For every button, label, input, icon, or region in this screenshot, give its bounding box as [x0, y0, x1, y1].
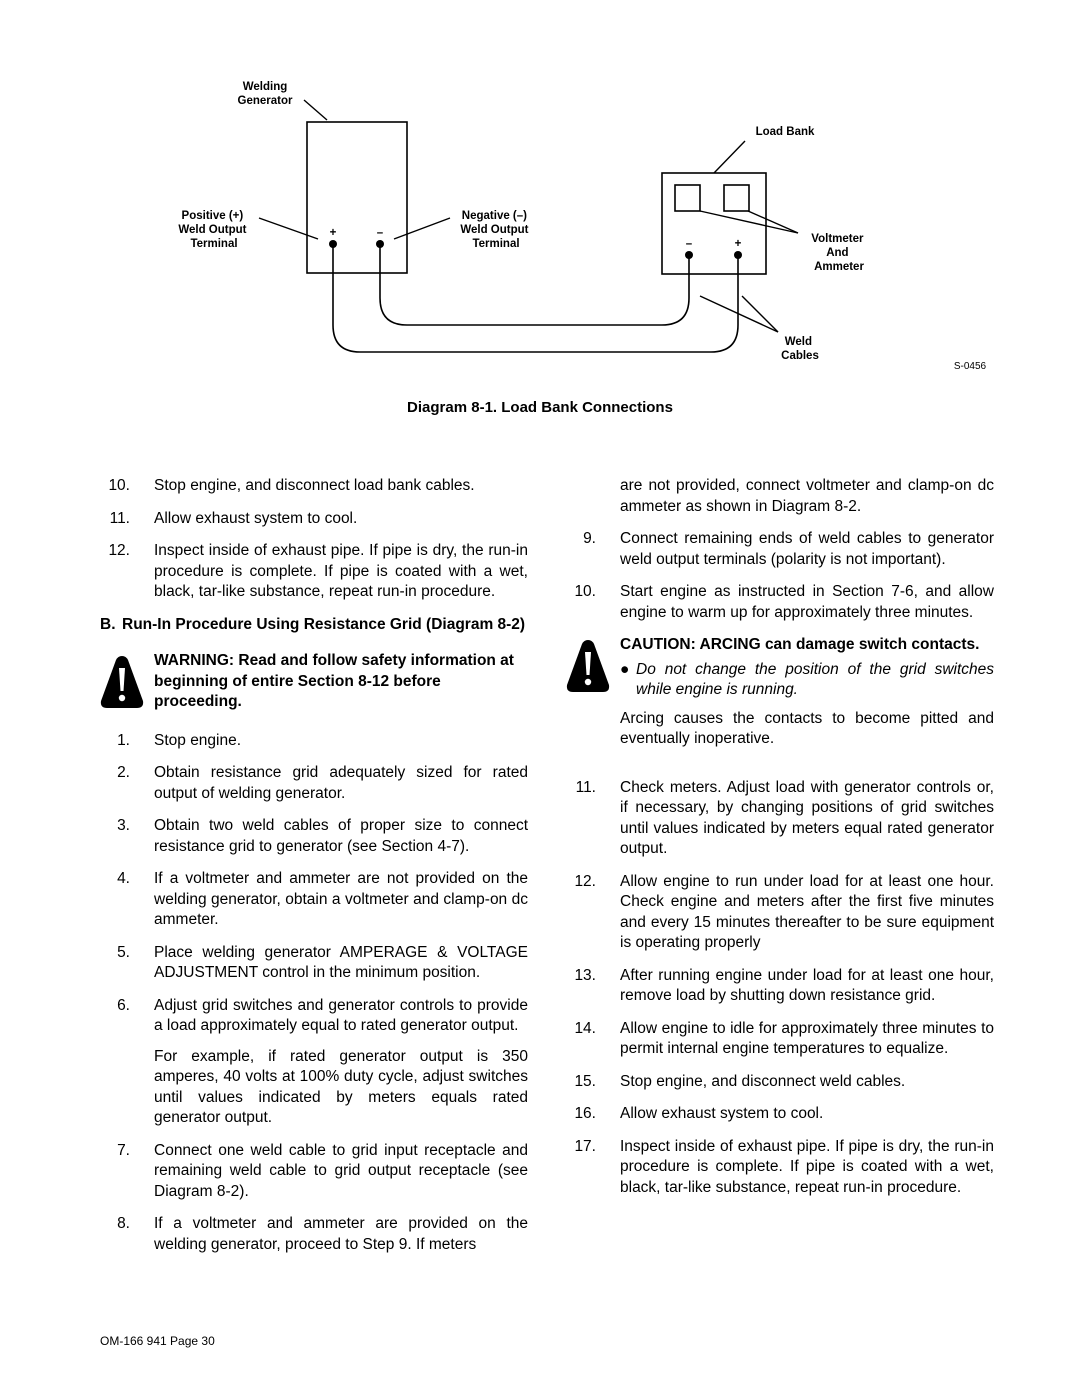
- list-item: 2. Obtain resistance grid adequately sized for rated output of welding generator.: [117, 764, 528, 802]
- caution-block: [566, 635, 994, 750]
- list-item: 6. Adjust grid switches and generator controls to provide a load approximately equal to rated generator output. For example, if rated generator output is 350 amperes, 40 volts at 100% duty cycle, adjust switches until values indicated by meters equals rated generator output.: [100, 996, 528, 1129]
- list-item: 1. Stop engine.: [117, 731, 242, 749]
- warning-block: [100, 651, 528, 713]
- list-item: 8. If a voltmeter and ammeter are provided on the welding generator, proceed to Step 9. If meters: [117, 1215, 528, 1253]
- negative-terminal-label: Negative (–) Weld Output Terminal: [460, 210, 529, 250]
- diagram-caption: Diagram 8-1. Load Bank Connections: [407, 399, 673, 416]
- diagram-code: S-0456: [953, 361, 987, 372]
- welding-generator-label: Welding Generator: [237, 81, 293, 107]
- list-item: 11. Check meters. Adjust load with generator controls or, if necessary, by changing positions of grid switches until values indicated by meters equal rated generator output.: [575, 778, 994, 857]
- list-item: 15. Stop engine, and disconnect weld cables.: [574, 1072, 906, 1090]
- continuation-paragraph: are not provided, connect voltmeter and clamp-on dc ammeter as shown in Diagram 8-2.: [620, 477, 994, 515]
- load-bank-diagram: [0, 0, 1080, 400]
- list-item: 12. Inspect inside of exhaust pipe. If pipe is dry, the run-in procedure is complete. If pipe is coated with a wet, black, tar-like substance, repeat run-in procedure.: [108, 542, 528, 600]
- list-item: 12. Allow engine to run under load for at least one hour. Check engine and meters after the first five minutes and every 15 minutes thereafter to be sure equipment is operating properly: [574, 872, 994, 951]
- warning-icon: [100, 655, 144, 709]
- weld-cable-positive: [333, 244, 738, 352]
- weld-cables-label: Weld Cables: [781, 336, 819, 362]
- list-item: 4. If a voltmeter and ammeter are not provided on the welding generator, obtain a voltmeter and clamp-on dc ammeter.: [117, 870, 528, 928]
- positive-terminal-label: Positive (+) Weld Output Terminal: [178, 210, 247, 250]
- load-bank-plus-mark: +: [734, 238, 742, 250]
- list-item: 11. Allow exhaust system to cool.: [109, 509, 358, 527]
- generator-plus-mark: +: [329, 227, 337, 239]
- welding-generator-box: [307, 122, 407, 273]
- generator-minus-mark: –: [376, 227, 384, 239]
- list-item: 3. Obtain two weld cables of proper size to connect resistance grid to generator (see Section 4-7).: [117, 817, 528, 855]
- left-column: [100, 476, 528, 1267]
- ammeter-meter: [724, 185, 749, 211]
- page-footer: OM-166 941 Page 30: [100, 1334, 215, 1348]
- list-item: 13. After running engine under load for at least one hour, remove load by shutting down resistance grid.: [574, 966, 994, 1004]
- list-item: 9. Connect remaining ends of weld cables to generator weld output terminals (polarity is not important).: [583, 530, 994, 568]
- load-bank-label: Load Bank: [755, 126, 815, 138]
- warning-text: WARNING: Read and follow safety information at beginning of entire Section 8-12 before proceeding.: [154, 652, 514, 710]
- caution-note: Arcing causes the contacts to become pitted and eventually inoperative.: [620, 709, 994, 747]
- section-heading: B. Run-In Procedure Using Resistance Grid (Diagram 8-2): [100, 615, 526, 633]
- list-item: 7. Connect one weld cable to grid input receptacle and remaining weld cable to grid output receptacle (see Diagram 8-2).: [117, 1141, 528, 1200]
- caution-icon: [566, 639, 610, 693]
- example-paragraph: For example, if rated generator output is 350 amperes, 40 volts at 100% duty cycle, adjust switches until values indicated by meters equals rated generator output.: [154, 1047, 528, 1126]
- list-item: 10. Start engine as instructed in Section 7-6, and allow engine to warm up for approximately three minutes.: [574, 583, 994, 621]
- caution-bullet: ● Do not change the position of the grid switches while engine is running.: [620, 660, 994, 698]
- list-item: 14. Allow engine to idle for approximately three minutes to permit internal engine temperatures to equalize.: [574, 1019, 994, 1057]
- right-column: [566, 476, 994, 1210]
- list-item: 17. Inspect inside of exhaust pipe. If pipe is dry, the run-in procedure is complete. If pipe is coated with a wet, black, tar-like substance, repeat run-in procedure.: [574, 1137, 994, 1196]
- caution-title: CAUTION: ARCING can damage switch contacts.: [620, 636, 980, 653]
- voltmeter-ammeter-label: Voltmeter And Ammeter: [811, 233, 864, 273]
- voltmeter-meter: [675, 185, 700, 211]
- list-item: 5. Place welding generator AMPERAGE & VOLTAGE ADJUSTMENT control in the minimum position.: [117, 943, 528, 981]
- load-bank-minus-mark: –: [685, 238, 693, 250]
- list-item: 16. Allow exhaust system to cool.: [574, 1105, 824, 1122]
- list-item: 10. Stop engine, and disconnect load bank cables.: [108, 477, 475, 494]
- load-bank-box: [662, 173, 766, 274]
- weld-cable-negative: [380, 244, 689, 325]
